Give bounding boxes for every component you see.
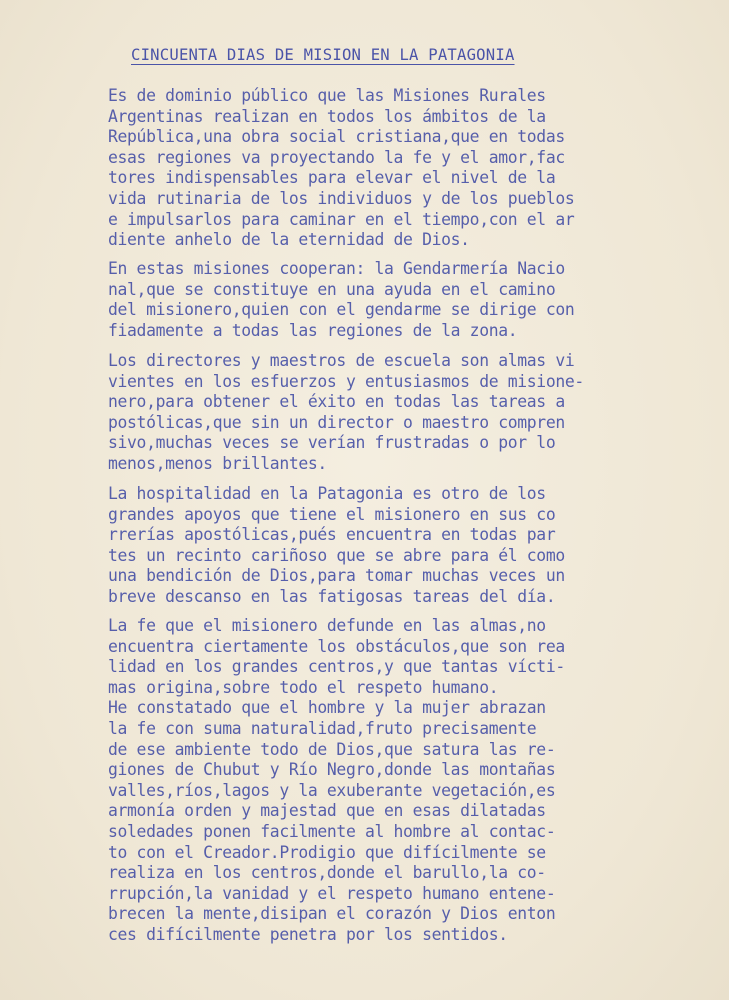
text-line: He constatado que el hombre y la mujer abrazan [108, 698, 546, 718]
text-line: giones de Chubut y Río Negro,donde las montañas [108, 760, 556, 780]
paragraph-3 [108, 351, 584, 475]
text-line: encuentra ciertamente los obstáculos,que son rea [108, 636, 565, 656]
text-line: lidad en los grandes centros,y que tantas vícti- [108, 657, 565, 677]
text-line: una bendición de Dios,para tomar muchas veces un [108, 566, 565, 586]
text-line: armonía orden y majestad que en esas dilatadas [108, 801, 546, 821]
text-line: En estas misiones cooperan: la Gendarmería Nacio [108, 259, 565, 278]
text-line: grandes apoyos que tiene el misionero en sus co [108, 504, 556, 524]
text-line: realiza en los centros,donde el barullo,la co- [108, 863, 546, 883]
text-line: rrupción,la vanidad y el respeto humano entene- [108, 883, 556, 903]
text-line: vida rutinaria de los individuos y de los pueblos [108, 188, 575, 208]
text-line: La fe que el misionero defunde en las almas,no [108, 616, 546, 635]
text-line: soledades ponen facilmente al hombre al contac- [108, 821, 556, 841]
text-line: tores indispensables para elevar el nivel de la [108, 168, 556, 188]
text-line: nero,para obtener el éxito en todas las tareas a [108, 392, 565, 412]
text-line: Argentinas realizan en todos los ámbitos de la [108, 106, 546, 126]
text-line: mas origina,sobre todo el respeto humano. [108, 677, 499, 697]
text-line: La hospitalidad en la Patagonia es otro de los [108, 484, 546, 503]
text-line: del misionero,quien con el gendarme se dirige con [108, 300, 575, 320]
text-line: nal,que se constituye en una ayuda en el camino [108, 279, 556, 299]
text-line: breve descanso en las fatigosas tareas del día. [108, 586, 556, 606]
text-line: tes un recinto cariñoso que se abre para él como [108, 545, 565, 565]
text-line: brecen la mente,disipan el corazón y Dios enton [108, 904, 556, 924]
paragraph-5 [108, 616, 565, 946]
text-line: postólicas,que sin un director o maestro compren [108, 412, 565, 432]
paragraph-2 [108, 259, 574, 341]
text-line: rrerías apostólicas,pués encuentra en todas par [108, 525, 556, 545]
text-line: valles,ríos,lagos y la exuberante vegetación,es [108, 780, 556, 800]
paragraph-4 [108, 484, 565, 608]
text-line: e impulsarlos para caminar en el tiempo,con el ar [108, 209, 575, 229]
text-line: la fe con suma naturalidad,fruto precisamente [108, 718, 537, 738]
text-line: de ese ambiente todo de Dios,que satura las re- [108, 739, 556, 759]
text-line: Es de dominio público que las Misiones Rurales [108, 86, 546, 105]
text-line: menos,menos brillantes. [108, 453, 327, 473]
text-line: fiadamente a todas las regiones de la zona. [108, 320, 518, 340]
text-line: Los directores y maestros de escuela son almas vi [108, 351, 575, 370]
text-line: to con el Creador.Prodigio que difícilmente se [108, 842, 546, 862]
text-line: esas regiones va proyectando la fe y el amor,fac [108, 147, 565, 167]
text-line: sivo,muchas veces se verían frustradas o por lo [108, 433, 556, 453]
document-title: CINCUENTA DIAS DE MISION EN LA PATAGONIA [131, 46, 515, 64]
text-line: ces difícilmente penetra por los sentidos. [108, 924, 508, 944]
text-line: República,una obra social cristiana,que en todas [108, 127, 565, 147]
text-line: diente anhelo de la eternidad de Dios. [108, 230, 470, 250]
text-line: vientes en los esfuerzos y entusiasmos de misione- [108, 371, 584, 391]
paragraph-1 [108, 86, 574, 251]
